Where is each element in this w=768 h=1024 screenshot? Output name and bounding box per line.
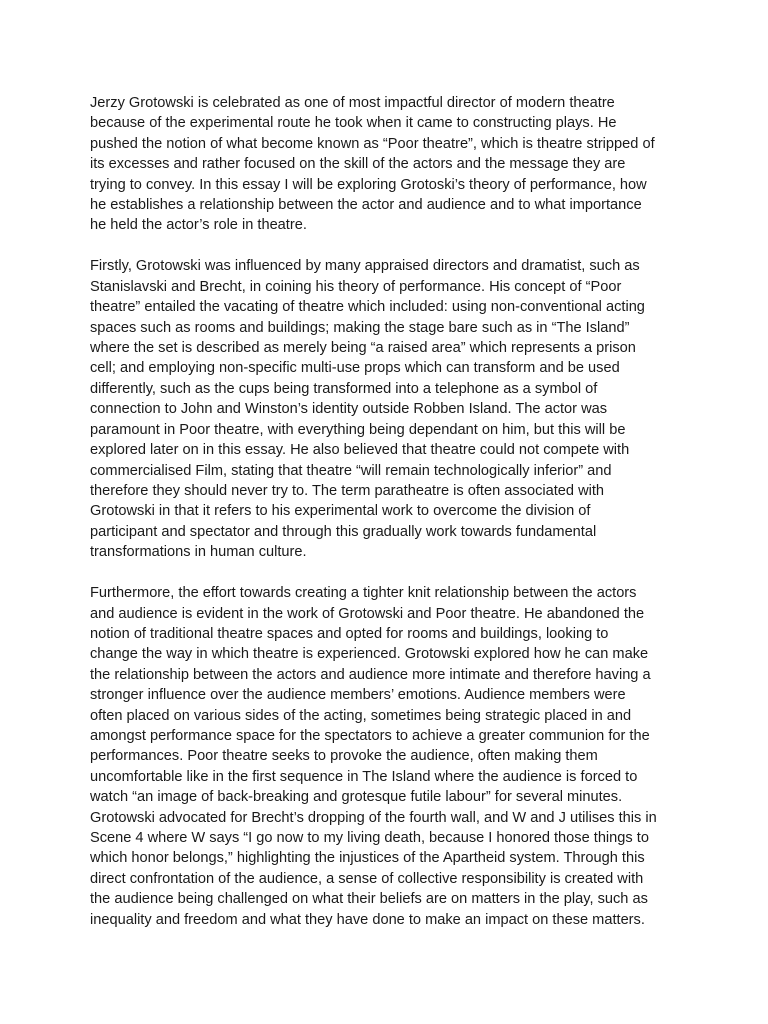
text-line: participant and spectator and through this gradually work towards fundamental bbox=[90, 523, 597, 540]
text-line: therefore they should never try to. The term paratheatre is often associated with bbox=[90, 482, 605, 499]
essay-body bbox=[90, 93, 690, 930]
text-line: notion of traditional theatre spaces and opted for rooms and buildings, looking to bbox=[90, 625, 609, 642]
text-line: theatre” entailed the vacating of theatre which included: using non-conventional acting bbox=[90, 299, 645, 316]
text-line: differently, such as the cups being transformed into a telephone as a symbol of bbox=[90, 380, 598, 397]
text-line: direct confrontation of the audience, a sense of collective responsibility is created with bbox=[90, 870, 644, 887]
text-line: commercialised Film, stating that theatre “will remain technologically inferior” and bbox=[90, 462, 612, 479]
text-line: explored later on in this essay. He also believed that theatre could not compete with bbox=[90, 442, 630, 459]
text-line: Jerzy Grotowski is celebrated as one of most impactful director of modern theatre bbox=[90, 95, 615, 111]
paragraph-introduction bbox=[90, 93, 690, 236]
text-line: Furthermore, the effort towards creating a tighter knit relationship between the actors bbox=[90, 585, 637, 602]
text-line: the relationship between the actors and audience more intimate and therefore having a bbox=[90, 666, 651, 683]
text-line: performances. Poor theatre seeks to provoke the audience, often making them bbox=[90, 748, 598, 765]
paragraph-influences bbox=[90, 256, 690, 562]
text-line: where the set is described as merely being “a raised area” which represents a prison bbox=[90, 340, 636, 357]
text-line: trying to convey. In this essay I will be exploring Grotoski’s theory of performance, how bbox=[90, 176, 647, 193]
text-line: which honor belongs,” highlighting the injustices of the Apartheid system. Through this bbox=[90, 850, 645, 867]
text-line: cell; and employing non-specific multi-use props which can transform and be used bbox=[90, 360, 620, 377]
text-line: uncomfortable like in the first sequence in The Island where the audience is forced to bbox=[90, 768, 638, 785]
text-line: Grotowski in that it refers to his experimental work to overcome the division of bbox=[90, 503, 591, 520]
text-line: watch “an image of back-breaking and grotesque futile labour” for several minutes. bbox=[90, 789, 623, 806]
text-line: transformations in human culture. bbox=[90, 544, 307, 561]
text-line: because of the experimental route he took when it came to constructing plays. He bbox=[90, 115, 617, 132]
text-line: Grotowski advocated for Brecht’s dropping of the fourth wall, and W and J utilises this in bbox=[90, 809, 657, 826]
text-line: Firstly, Grotowski was influenced by many appraised directors and dramatist, such as bbox=[90, 258, 640, 275]
text-line: he held the actor’s role in theatre. bbox=[90, 217, 307, 234]
text-line: connection to John and Winston’s identity outside Robben Island. The actor was bbox=[90, 401, 608, 418]
text-line: he establishes a relationship between the actor and audience and to what importance bbox=[90, 197, 642, 214]
text-line: often placed on various sides of the acting, sometimes being strategic placed in and bbox=[90, 707, 632, 724]
text-line: the audience being challenged on what their beliefs are on matters in the play, such as bbox=[90, 891, 648, 908]
paragraph-actor-audience-relationship bbox=[90, 583, 690, 930]
text-line: inequality and freedom and what they have done to make an impact on these matters. bbox=[90, 911, 645, 928]
text-line: spaces such as rooms and buildings; making the stage bare such as in “The Island” bbox=[90, 319, 630, 336]
text-line: Stanislavski and Brecht, in coining his theory of performance. His concept of “Poor bbox=[90, 278, 622, 295]
text-line: stronger influence over the audience members’ emotions. Audience members were bbox=[90, 687, 626, 704]
text-line: paramount in Poor theatre, with everything being dependant on him, but this will be bbox=[90, 421, 626, 438]
text-line: pushed the notion of what become known as “Poor theatre”, which is theatre stripped of bbox=[90, 135, 655, 152]
text-line: its excesses and rather focused on the skill of the actors and the message they are bbox=[90, 156, 626, 173]
text-line: and audience is evident in the work of Grotowski and Poor theatre. He abandoned the bbox=[90, 605, 645, 622]
text-line: Scene 4 where W says “I go now to my living death, because I honored those things to bbox=[90, 830, 649, 846]
text-line: amongst performance space for the spectators to achieve a greater communion for the bbox=[90, 727, 650, 744]
text-line: change the way in which theatre is experienced. Grotowski explored how he can make bbox=[90, 646, 649, 663]
